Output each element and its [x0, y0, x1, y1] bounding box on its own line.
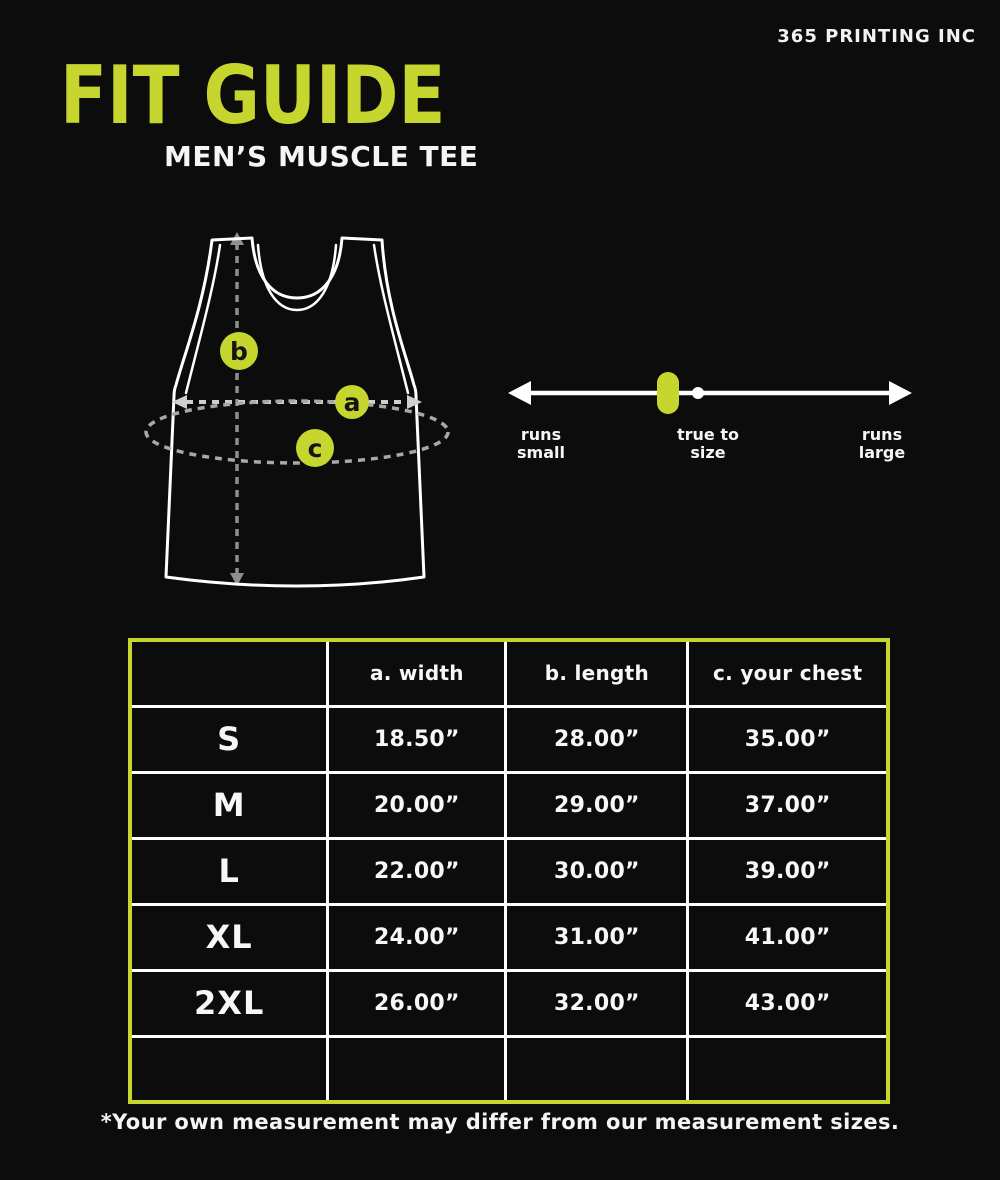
- chest-cell: 41.00”: [688, 904, 888, 970]
- marker-a-badge: [335, 385, 369, 419]
- marker-b-label: b: [230, 337, 248, 366]
- chest-cell: [688, 1036, 888, 1102]
- width-cell: 26.00”: [328, 970, 506, 1036]
- width-column-header: a. width: [328, 640, 506, 706]
- size-cell: [130, 1036, 328, 1102]
- width-cell: [328, 1036, 506, 1102]
- fit-scale: [500, 370, 920, 480]
- table-row: [130, 904, 888, 970]
- muscle-tee-diagram: [100, 215, 470, 605]
- chest-cell: 37.00”: [688, 772, 888, 838]
- length-cell: 28.00”: [506, 706, 688, 772]
- size-cell: XL: [130, 904, 328, 970]
- length-cell: [506, 1036, 688, 1102]
- length-cell: 32.00”: [506, 970, 688, 1036]
- size-cell: L: [130, 838, 328, 904]
- length-cell: 30.00”: [506, 838, 688, 904]
- size-cell: S: [130, 706, 328, 772]
- table-header-row: [130, 640, 888, 706]
- width-cell: 20.00”: [328, 772, 506, 838]
- scale-label-runs-large: runs large: [858, 425, 906, 463]
- tee-outline: [166, 238, 424, 586]
- width-cell: 18.50”: [328, 706, 506, 772]
- length-arrow-icon: [230, 232, 244, 586]
- muscle-tee-illustration: [100, 215, 470, 605]
- brand-name: 365 PRINTING INC: [777, 26, 976, 47]
- table-row: [130, 706, 888, 772]
- true-to-size-dot-icon: [692, 387, 704, 399]
- marker-a-label: a: [343, 388, 361, 417]
- chest-cell: 39.00”: [688, 838, 888, 904]
- page-title: FIT GUIDE: [60, 49, 446, 142]
- chest-cell: 43.00”: [688, 970, 888, 1036]
- fit-scale-arrow-icon: [500, 370, 920, 418]
- marker-c-label: c: [307, 434, 323, 463]
- size-table: [128, 638, 890, 1104]
- size-column-header: [130, 640, 328, 706]
- length-cell: 29.00”: [506, 772, 688, 838]
- marker-c-badge: [296, 429, 334, 467]
- scale-label-runs-small: runs small: [517, 425, 565, 463]
- size-cell: 2XL: [130, 970, 328, 1036]
- length-column-header: b. length: [506, 640, 688, 706]
- marker-b-badge: [220, 332, 258, 370]
- width-cell: 22.00”: [328, 838, 506, 904]
- width-cell: 24.00”: [328, 904, 506, 970]
- table-row: [130, 772, 888, 838]
- subtitle: MEN’S MUSCLE TEE: [164, 140, 479, 173]
- footnote: *Your own measurement may differ from our measurement sizes.: [100, 1110, 900, 1134]
- chest-column-header: c. your chest: [688, 640, 888, 706]
- fit-indicator-icon: [657, 372, 679, 414]
- size-cell: M: [130, 772, 328, 838]
- table-row: [130, 1036, 888, 1102]
- scale-label-true-to-size: true to size: [677, 425, 739, 463]
- table-row: [130, 838, 888, 904]
- chest-cell: 35.00”: [688, 706, 888, 772]
- length-cell: 31.00”: [506, 904, 688, 970]
- table-row: [130, 970, 888, 1036]
